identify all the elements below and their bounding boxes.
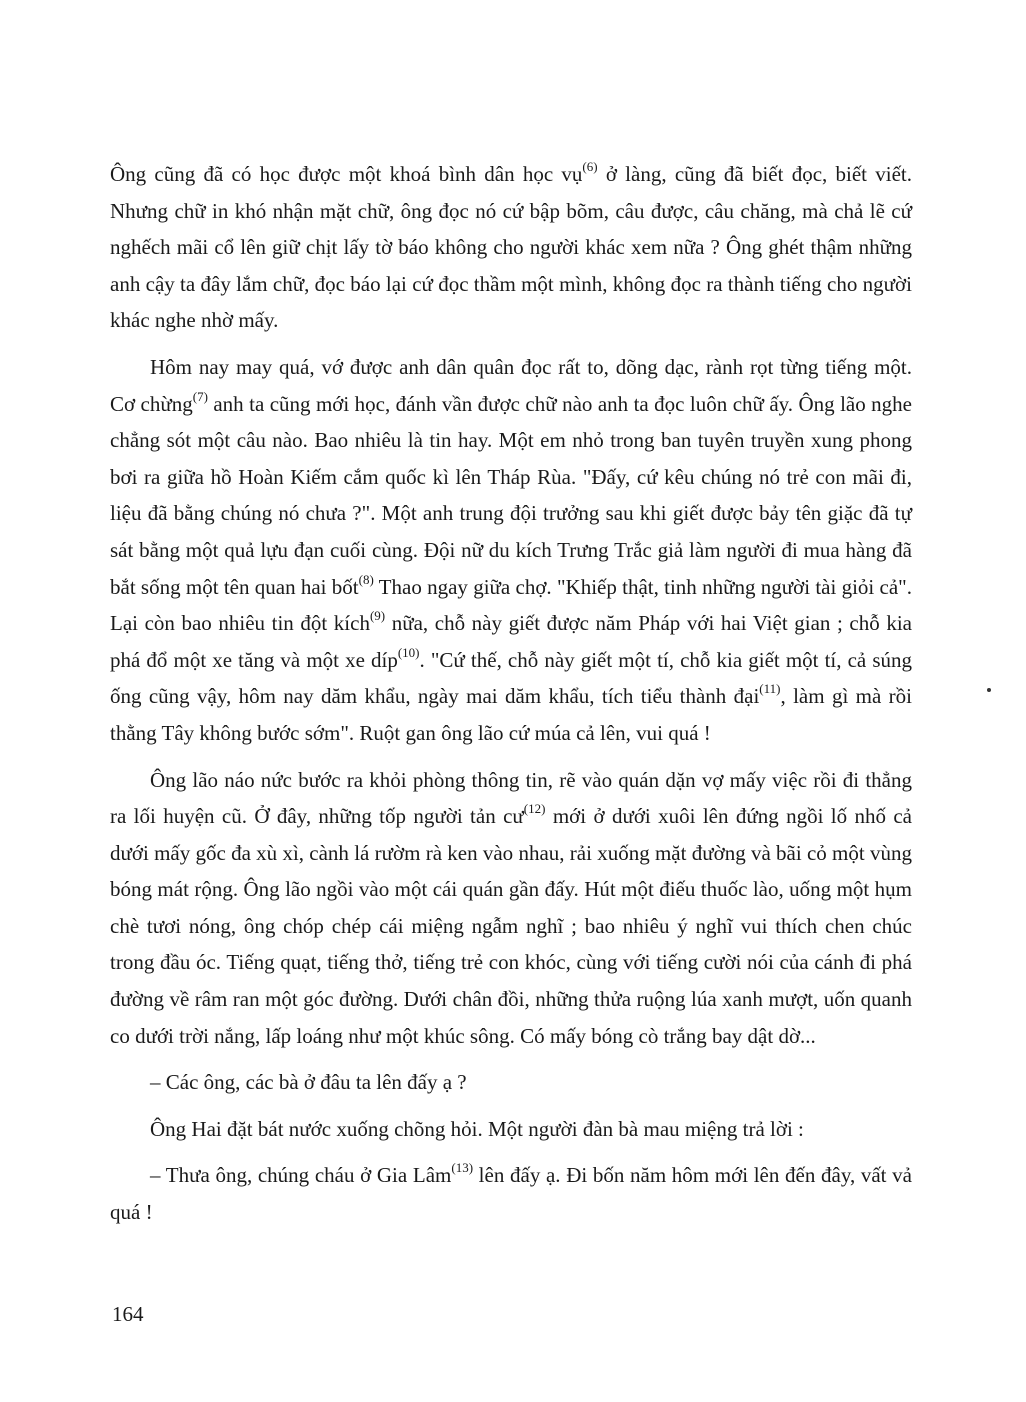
text-run: – Các ông, các bà ở đâu ta lên đấy ạ ? (150, 1070, 467, 1095)
text-run: , làm gì mà rồi thằng Tây không bước sớm". Ruột gan ông lão cứ múa cả lên, vui quá ! (110, 684, 912, 745)
body-text (110, 156, 912, 1241)
paragraph-2 (110, 349, 912, 752)
footnote-marker: (10) (397, 644, 420, 660)
text-run: . "Cứ thế, chỗ này giết một tí, chỗ kia giết một tí, cả súng ống cũng vậy, hôm nay dăm khẩu, ngày mai dăm khẩu, tích tiểu thành đại (110, 647, 912, 709)
text-run: lên đấy ạ. Đi bốn năm hôm mới lên đến đây, vất vả quá ! (110, 1163, 912, 1225)
paragraph-3 (110, 762, 912, 1055)
text-run: anh ta cũng mới học, đánh vần được chữ nào anh ta đọc luôn chữ ấy. Ông lão nghe chẳng sót một câu nào. Bao nhiêu là tin hay. Một em nhỏ trong ban tuyên truyền xung phong bơi ra giữa hồ Hoàn Kiếm cắm quốc kì lên Tháp Rùa. "Đấy, cứ kêu chúng nó trẻ con mãi đi, liệu đã bằng chúng nó chưa ?". Một anh trung đội trưởng sau khi giết được bảy tên giặc đã tự sát bằng một quả lựu đạn cuối cùng. Đội nữ du kích Trưng Trắc giả làm người đi mua hàng đã bắt sống một tên quan hai bốt (110, 391, 912, 599)
footnote-marker: (6) (582, 159, 598, 174)
paragraph-5 (110, 1111, 912, 1148)
footnote-marker: (12) (523, 801, 546, 817)
footnote-marker: (7) (192, 388, 208, 404)
footnote-marker: (13) (451, 1160, 474, 1176)
paragraph-4 (110, 1064, 912, 1101)
scan-speck (987, 688, 991, 692)
text-run: Hôm nay may quá, vớ được anh dân quân đọc rất to, dõng dạc, rành rọt từng tiếng một. Cơ chừng (110, 354, 912, 416)
footnote-marker: (11) (759, 681, 781, 697)
paragraph-1 (110, 156, 912, 339)
footnote-marker: (9) (369, 608, 386, 624)
paragraph-6 (110, 1157, 912, 1230)
text-run: nữa, chỗ này giết được năm Pháp với hai Việt gian ; chỗ kia phá đổ một xe tăng và một xe díp (110, 611, 912, 672)
text-run: mới ở dưới xuôi lên đứng ngồi lố nhố cả dưới mấy gốc đa xù xì, cành lá rườm rà ken vào nhau, rải xuống mặt đường và bãi cỏ một vùng bóng mát rộng. Ông lão ngồi vào một cái quán gần đấy. Hút một điếu thuốc lào, uống một hụm chè tươi nóng, ông chóp chép cái miệng ngẫm nghĩ ; bao nhiêu ý nghĩ vui thích chen chúc trong đầu óc. Tiếng quạt, tiếng thở, tiếng trẻ con khóc, cùng với tiếng cười nói của cánh đi phá đường về râm ran một góc đường. Dưới chân đồi, những thửa ruộng lúa xanh mượt, uốn quanh co dưới trời nắng, lấp loáng như một khúc sông. Có mấy bóng cò trắng bay dật dờ... (110, 804, 912, 1048)
text-run: – Thưa ông, chúng cháu ở Gia Lâm (150, 1163, 452, 1188)
text-run: ở làng, cũng đã biết đọc, biết viết. Nhưng chữ in khó nhận mặt chữ, ông đọc nó cứ bập bõm, câu được, câu chăng, mà chả lẽ cứ nghếch mãi cổ lên giữ chịt lấy tờ báo không cho người khác xem nữa ? Ông ghét thậm những anh cậy ta đây lắm chữ, đọc báo lại cứ đọc thầm một mình, không đọc ra thành tiếng cho người khác nghe nhờ mấy. (110, 162, 912, 333)
text-run: Ông cũng đã có học được một khoá bình dân học vụ (110, 162, 583, 186)
text-run: Ông Hai đặt bát nước xuống chõng hỏi. Một người đàn bà mau miệng trả lời : (150, 1116, 804, 1141)
footnote-marker: (8) (358, 571, 374, 587)
text-run: Thao ngay giữa chợ. "Khiếp thật, tinh những người tài giỏi cả". Lại còn bao nhiêu tin đột kích (110, 574, 912, 636)
page-number: 164 (112, 1302, 144, 1326)
text-run: Ông lão náo nức bước ra khỏi phòng thông tin, rẽ vào quán dặn vợ mấy việc rồi đi thẳng ra lối huyện cũ. Ở đây, những tốp người tản cư (110, 767, 912, 829)
